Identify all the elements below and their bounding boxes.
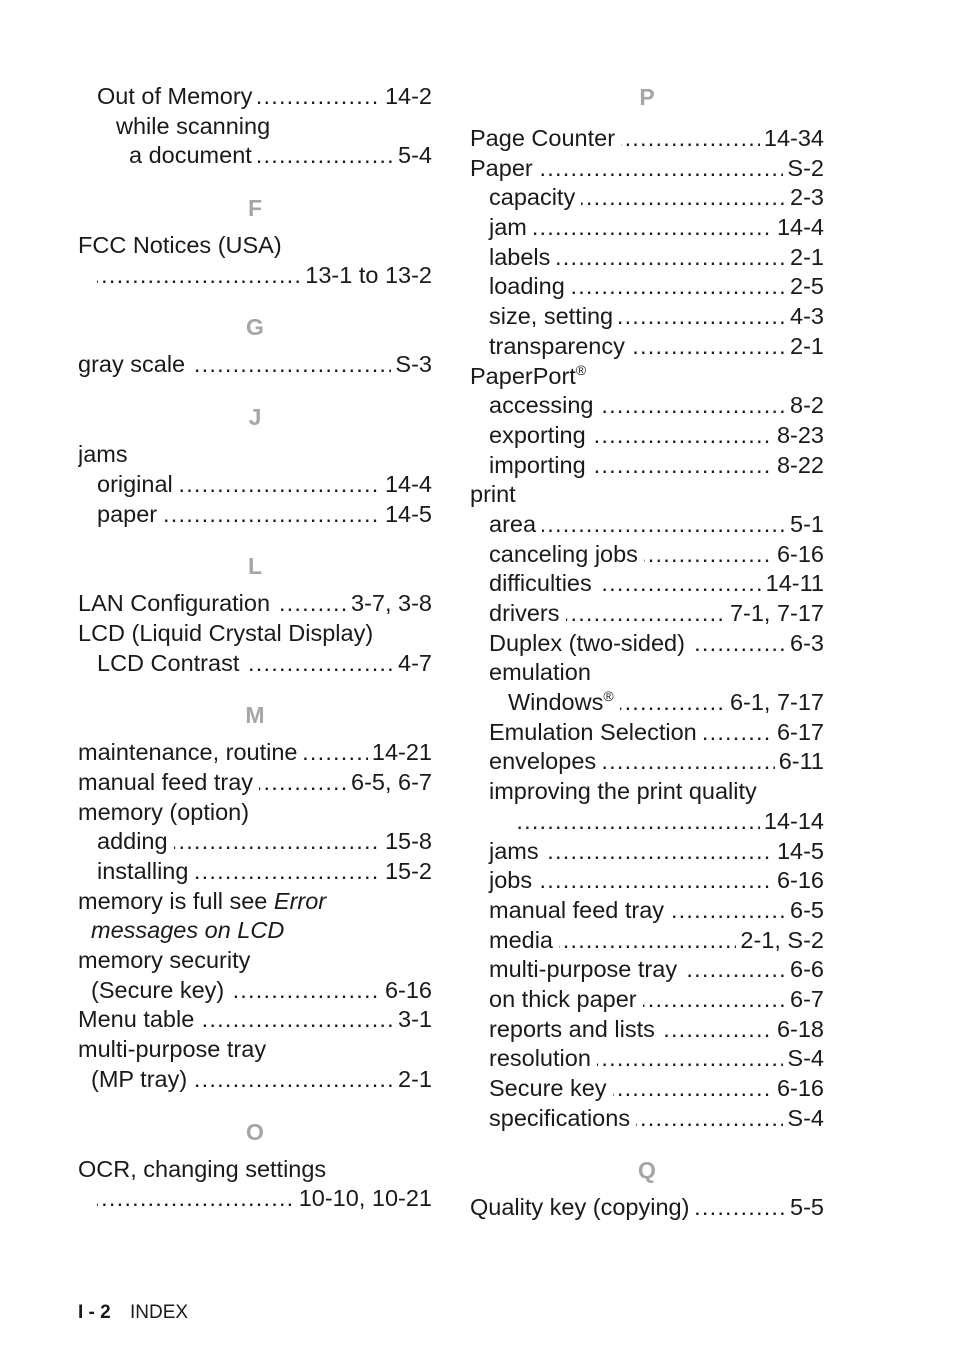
- index-entry-page: 5-1: [786, 510, 824, 540]
- index-entry-text: gray scale: [78, 351, 186, 378]
- index-entry-page: 6-16: [381, 976, 432, 1006]
- index-entry-term: [78, 917, 290, 943]
- index-entry-page: 8-22: [773, 451, 824, 481]
- index-entry: [470, 124, 824, 154]
- index-entry: [78, 857, 432, 887]
- index-entry-term: [470, 511, 542, 537]
- index-entry-page: ..... 13-1 to 13-2: [301, 261, 432, 291]
- index-entry-term: [470, 214, 533, 240]
- index-entry-page: 14-5: [381, 500, 432, 530]
- index-entry: [78, 440, 432, 470]
- index-entry: [470, 243, 824, 273]
- index-entry-page: 6-11: [775, 747, 824, 777]
- index-entry-text: importing: [489, 451, 586, 478]
- index-entry-term: [470, 659, 597, 685]
- index-entry-term: [78, 769, 259, 795]
- index-entry-term: [470, 867, 538, 893]
- index-entry: [470, 1074, 824, 1104]
- index-entry-term: [470, 689, 620, 715]
- index-entry: [470, 154, 824, 184]
- index-entry: [470, 896, 824, 926]
- index-entry-term: [78, 471, 179, 497]
- index-entry-page: 6-18: [773, 1015, 824, 1045]
- index-entry-text: jam: [489, 214, 527, 241]
- index-entry-text: Out of Memory: [97, 83, 253, 109]
- index-entry-term: [470, 838, 545, 864]
- index-entry-page: 14-5: [773, 837, 824, 867]
- index-entry: [78, 649, 432, 679]
- footer-section-title: INDEX: [130, 1302, 189, 1323]
- index-entry: [470, 480, 824, 510]
- index-entry-term: [470, 184, 581, 210]
- index-entry-text: reports and lists: [489, 1015, 655, 1042]
- index-entry-text: area: [489, 510, 537, 537]
- index-entry-term: [78, 888, 332, 914]
- index-entry-term: [470, 630, 691, 656]
- page-footer: [78, 1300, 188, 1326]
- index-entry-text: difficulties: [489, 570, 592, 597]
- index-entry: [470, 1104, 824, 1134]
- index-entry-term: [78, 620, 379, 646]
- index-entry-term: [470, 897, 670, 923]
- index-entry-text: improving the print quality: [489, 778, 757, 805]
- index-entry: [470, 718, 824, 748]
- index-entry-text: exporting: [489, 421, 586, 448]
- index-entry-page: 3-7, 3-8: [347, 589, 432, 619]
- index-entry-term: [78, 799, 255, 825]
- index-entry-text: memory is full see: [78, 887, 274, 914]
- index-entry-term: [78, 947, 256, 973]
- index-entry: [470, 540, 824, 570]
- index-entry-term: [78, 977, 230, 1003]
- index-entry: [78, 350, 432, 380]
- index-entry-text: Secure key: [489, 1075, 607, 1101]
- index-entry: [470, 599, 824, 629]
- index-entry-text: Menu table: [78, 1006, 195, 1033]
- index-entry: [470, 777, 824, 807]
- index-entry: [78, 112, 432, 142]
- index-entry-term: [78, 501, 163, 527]
- index-entry-text: LCD Contrast: [97, 649, 240, 676]
- index-entry-text: canceling jobs: [489, 540, 638, 567]
- index-entry-text: maintenance, routine: [78, 739, 298, 766]
- index-entry-term: [78, 1006, 200, 1032]
- index-entry-term: [470, 719, 703, 745]
- index-entry: [78, 500, 432, 530]
- index-entry-page: 14-34: [760, 124, 824, 154]
- index-entry: [78, 946, 432, 976]
- index-entry-term: [78, 1156, 332, 1182]
- index-entry-page: 2-1: [786, 243, 824, 273]
- index-entry: [78, 1184, 432, 1214]
- index-entry: [470, 1015, 824, 1045]
- index-entry-term: [78, 650, 245, 676]
- index-entry-term: [470, 1194, 695, 1220]
- index-entry-page: 5-5: [786, 1193, 824, 1223]
- index-letter-heading: P: [639, 84, 655, 110]
- registered-mark: ®: [575, 361, 587, 378]
- index-entry-term: [78, 142, 258, 168]
- index-entry-text: on thick paper: [489, 985, 637, 1012]
- index-entry-page: 6-16: [773, 866, 824, 896]
- index-entry-page: 6-16: [773, 540, 824, 570]
- index-entry-page: S-3: [391, 350, 432, 380]
- index-entry-text: LAN Configuration: [78, 590, 271, 617]
- registered-mark: ®: [603, 688, 614, 705]
- index-column-right: [470, 80, 824, 1223]
- index-entry-term: [470, 422, 592, 448]
- index-entry-page: 6-6: [786, 955, 824, 985]
- index-letter-heading: M: [245, 702, 265, 729]
- index-entry-text: Windows: [508, 689, 604, 716]
- index-entry: [78, 768, 432, 798]
- index-letter-heading: J: [248, 404, 262, 431]
- index-entry-page: S-2: [783, 154, 824, 184]
- index-entry: [470, 629, 824, 659]
- index-entry-text: manual feed tray: [78, 768, 254, 795]
- index-entry-term: [470, 273, 571, 299]
- index-entry-term: [78, 262, 97, 288]
- index-entry-text: jams: [489, 837, 539, 864]
- index-entry-term: [78, 113, 276, 139]
- index-entry-page: 6-3: [786, 629, 824, 659]
- index-entry: [78, 589, 432, 619]
- index-entry: [470, 688, 824, 718]
- index-entry: [470, 747, 824, 777]
- index-entry: [470, 510, 824, 540]
- index-entry: [470, 451, 824, 481]
- index-entry-page: 14-4: [381, 470, 432, 500]
- index-entry-term: [78, 83, 258, 109]
- index-entry: [78, 470, 432, 500]
- index-entry-term: [470, 808, 514, 834]
- index-entry: [78, 738, 432, 768]
- index-entry: [78, 231, 432, 261]
- index-entry-text: Duplex (two-sided): [489, 629, 685, 656]
- index-entry-text: manual feed tray: [489, 896, 665, 923]
- index-entry-text: multi-purpose tray: [489, 956, 678, 983]
- index-entry-text: Paper: [470, 154, 533, 181]
- index-entry: [470, 391, 824, 421]
- index-entry-term: [470, 244, 556, 270]
- index-entry-text: Emulation Selection: [489, 718, 697, 745]
- index-entry: [470, 302, 824, 332]
- index-entry-term: [78, 441, 134, 467]
- index-entry-text: memory security: [78, 947, 251, 974]
- index-entry-text: paper: [97, 500, 158, 527]
- index-column-left: [78, 80, 432, 1214]
- index-entry-page: 6-16: [773, 1074, 824, 1104]
- index-entry-term: [470, 481, 522, 507]
- index-entry-text: LCD (Liquid Crystal Display): [78, 619, 374, 646]
- index-entry-page: 4-7: [394, 649, 432, 679]
- index-entry-term: [78, 739, 303, 765]
- index-letter-heading: Q: [638, 1157, 656, 1184]
- index-entry-page: 8-2: [786, 391, 824, 421]
- index-entry-page: 3-1: [394, 1005, 432, 1035]
- index-entry-text: resolution: [489, 1045, 591, 1072]
- footer-page-number: I - 2: [78, 1302, 111, 1323]
- index-entry: [78, 1005, 432, 1035]
- index-entry-page: 5-4: [394, 141, 432, 171]
- index-entry-term: [78, 1036, 272, 1062]
- index-entry-text: emulation: [489, 659, 591, 686]
- index-entry-text: a document: [129, 142, 252, 169]
- index-entry-term: [470, 927, 559, 953]
- index-entry: [78, 1065, 432, 1095]
- index-entry: [78, 82, 432, 112]
- index-entry: [78, 916, 432, 946]
- index-entry-text: installing: [97, 858, 189, 884]
- index-entry-term: [470, 778, 763, 804]
- index-entry-page: 8-23: [773, 421, 824, 451]
- index-entry-page: 14-21: [368, 738, 432, 768]
- index-entry-text: PaperPort: [470, 362, 576, 389]
- index-entry-text: labels: [489, 243, 551, 270]
- index-entry: [470, 807, 824, 837]
- index-entry-term: [470, 1075, 613, 1101]
- index-entry-text: print: [470, 481, 516, 508]
- index-entry: [78, 261, 432, 291]
- index-entry: [78, 1155, 432, 1185]
- index-entry-term: [78, 1185, 97, 1211]
- index-entry-term: [470, 1045, 597, 1071]
- index-entry-page: 14-4: [773, 213, 824, 243]
- index-entry-text: envelopes: [489, 748, 597, 775]
- index-entry-term: [470, 1016, 661, 1042]
- index-entry-text: adding: [97, 828, 168, 855]
- index-entry-term: [470, 452, 592, 478]
- index-entry: [470, 955, 824, 985]
- index-entry-term: [78, 351, 191, 377]
- index-entry-term: [470, 363, 592, 389]
- index-entry-page: 2-5: [786, 272, 824, 302]
- index-entry-term: [470, 392, 600, 418]
- index-entry: [470, 183, 824, 213]
- index-letter-heading: G: [246, 314, 264, 341]
- index-entry-page: ..... 10-10, 10-21: [295, 1184, 432, 1214]
- index-letter-heading: O: [246, 1118, 264, 1145]
- index-entry-term: [470, 956, 683, 982]
- index-entry-text: while scanning: [116, 112, 271, 139]
- index-entry-crossref: Error: [273, 887, 327, 914]
- index-entry-term: [470, 125, 621, 151]
- index-entry: [470, 1044, 824, 1074]
- index-entry-page: 6-1, 7-17: [726, 688, 824, 718]
- index-entry-text: jobs: [489, 867, 533, 894]
- index-entry: [78, 887, 432, 917]
- index-entry: [78, 141, 432, 171]
- index-entry-page: ..... 14-14: [760, 807, 824, 837]
- index-entry-text: Quality key (copying): [470, 1194, 690, 1221]
- index-entry-term: [470, 986, 643, 1012]
- index-entry-term: [470, 570, 598, 596]
- index-entry-term: [470, 541, 644, 567]
- index-entry-text: jams: [78, 441, 128, 468]
- index-entry-text: drivers: [489, 600, 560, 626]
- index-entry-text: size, setting: [489, 303, 614, 330]
- index-entry: [78, 1035, 432, 1065]
- index-entry: [470, 985, 824, 1015]
- index-entry-page: 6-5, 6-7: [347, 768, 432, 798]
- index-entry-text: FCC Notices (USA): [78, 232, 282, 259]
- index-entry: [470, 1193, 824, 1223]
- index-entry-crossref: messages on LCD: [91, 917, 285, 944]
- index-entry-text: capacity: [489, 184, 576, 211]
- index-entry-term: [78, 232, 288, 258]
- index-entry-text: original: [97, 470, 173, 497]
- index-entry-page: 6-17: [773, 718, 824, 748]
- index-entry-page: 14-11: [762, 569, 824, 599]
- index-entry-term: [470, 155, 539, 181]
- index-entry: [78, 827, 432, 857]
- index-entry-term: [78, 828, 174, 854]
- index-entry-page: 2-3: [786, 183, 824, 213]
- index-entry: [470, 332, 824, 362]
- index-entry-term: [470, 1105, 636, 1131]
- index-entry-text: (MP tray): [91, 1065, 188, 1092]
- index-entry-page: 6-7: [786, 985, 824, 1015]
- index-entry-term: [470, 600, 566, 626]
- index-entry: [470, 569, 824, 599]
- index-entry: [78, 798, 432, 828]
- index-entry-page: 15-2: [381, 857, 432, 887]
- index-entry-page: 4-3: [786, 302, 824, 332]
- index-letter-heading: L: [247, 553, 263, 580]
- index-entry-text: Page Counter: [470, 125, 616, 151]
- index-entry: [470, 658, 824, 688]
- index-entry-text: accessing: [489, 392, 594, 419]
- index-entry: [78, 976, 432, 1006]
- index-entry-term: [470, 303, 619, 329]
- index-entry: [470, 837, 824, 867]
- index-entry-term: [470, 748, 602, 774]
- index-entry-term: [78, 858, 194, 884]
- index-entry-text: loading: [489, 273, 565, 300]
- index-entry-text: multi-purpose tray: [78, 1036, 267, 1063]
- index-entry: [470, 272, 824, 302]
- index-entry: [470, 362, 824, 392]
- index-letter-heading: F: [247, 195, 263, 222]
- index-entry-page: 15-8: [381, 827, 432, 857]
- index-entry-term: [470, 333, 631, 359]
- index-entry-page: 2-1: [394, 1065, 432, 1095]
- index-entry: [78, 619, 432, 649]
- index-entry: [470, 866, 824, 896]
- index-entry-page: 6-5: [786, 896, 824, 926]
- index-entry-page: S-4: [783, 1044, 824, 1074]
- index-entry-text: (Secure key): [91, 976, 225, 1003]
- index-entry-text: media: [489, 926, 554, 953]
- index-entry-term: [78, 590, 276, 616]
- index-entry-term: [78, 1066, 193, 1092]
- index-entry-text: transparency: [489, 332, 625, 359]
- index-entry: [470, 421, 824, 451]
- index-entry-page: 14-2: [381, 82, 432, 112]
- index-entry-page: 7-1, 7-17: [726, 599, 824, 629]
- index-entry: [470, 213, 824, 243]
- index-entry-text: memory (option): [78, 798, 250, 825]
- index-entry-page: 2-1, S-2: [736, 926, 824, 956]
- index-entry: [470, 926, 824, 956]
- index-entry-page: S-4: [783, 1104, 824, 1134]
- index-entry-text: specifications: [489, 1104, 631, 1131]
- index-entry-text: OCR, changing settings: [78, 1155, 327, 1182]
- index-entry-page: 2-1: [786, 332, 824, 362]
